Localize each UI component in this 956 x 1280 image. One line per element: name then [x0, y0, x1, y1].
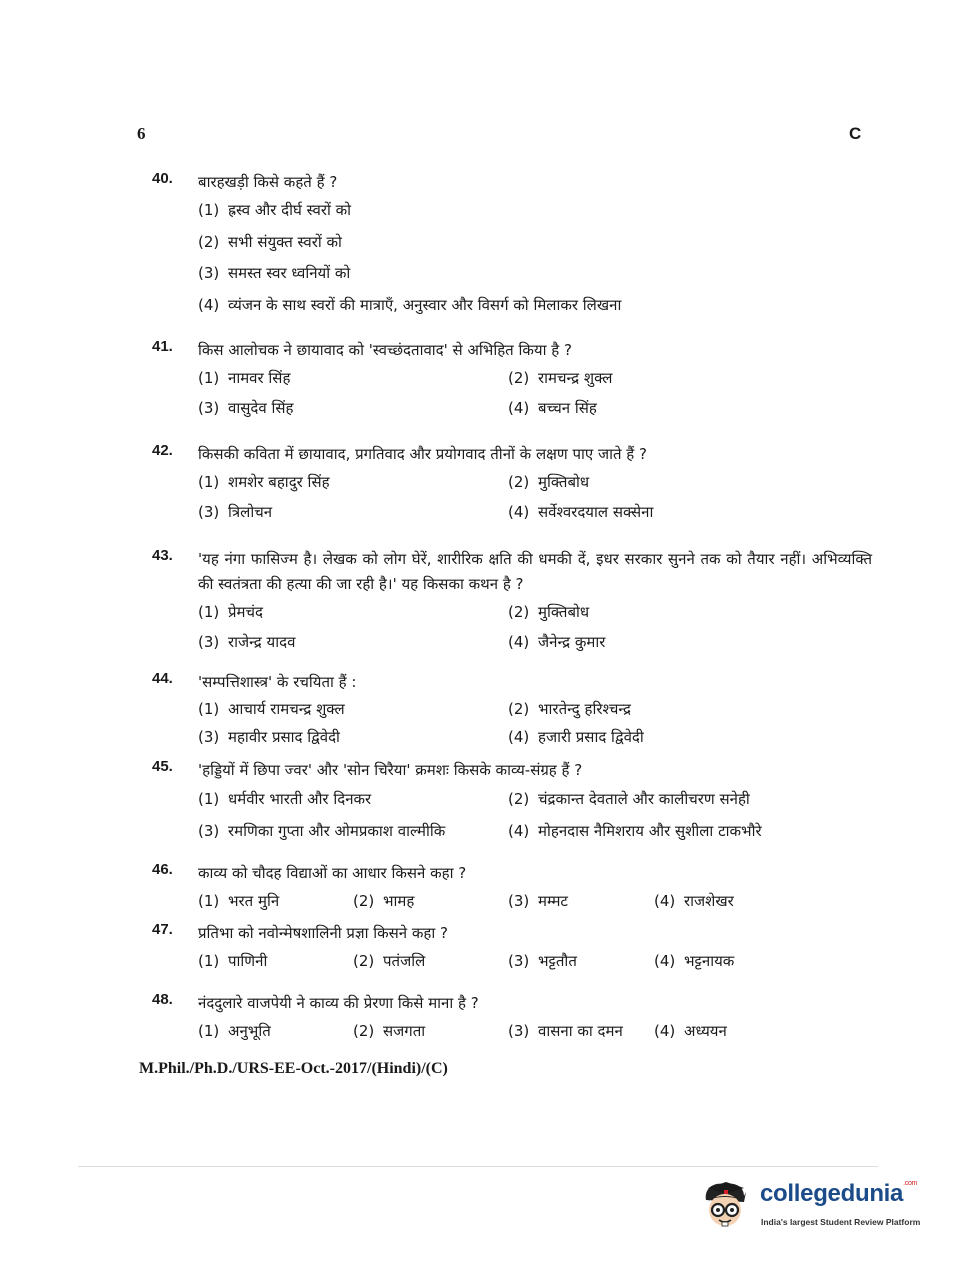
option-number: (1) — [198, 700, 220, 718]
question-number: 46. — [152, 861, 173, 878]
option-3 — [198, 497, 508, 527]
set-code: C — [849, 124, 862, 143]
option-number: (3) — [198, 728, 220, 746]
option-text: मम्मट — [538, 892, 568, 910]
question-42 — [152, 442, 872, 527]
option-text: मुक्तिबोध — [538, 603, 590, 621]
option-3 — [508, 1016, 654, 1046]
option-3 — [508, 886, 654, 916]
option-text: जैनेन्द्र कुमार — [538, 633, 606, 651]
option-text: मोहनदास नैमिशराय और सुशीला टाकभौरे — [538, 822, 762, 840]
question-text: प्रतिभा को नवोन्मेषशालिनी प्रज्ञा किसने कहा ? — [198, 924, 448, 942]
option-4 — [508, 393, 818, 423]
question-number: 45. — [152, 758, 173, 775]
page-number: 6 — [137, 124, 146, 143]
question-text: 'हड्डियों में छिपा ज्वर' और 'सोन चिरैया' क्रमशः किसके काव्य-संग्रह हैं ? — [198, 761, 583, 779]
options-list — [198, 783, 872, 847]
options-list — [198, 886, 872, 916]
option-1 — [198, 946, 353, 976]
option-number: (2) — [508, 603, 530, 621]
option-number: (4) — [508, 728, 530, 746]
option-number: (4) — [508, 399, 530, 417]
option-4 — [508, 497, 818, 527]
option-3 — [198, 723, 508, 751]
collegedunia-watermark — [700, 1176, 930, 1242]
option-text: मुक्तिबोध — [538, 473, 590, 491]
question-46 — [152, 861, 872, 916]
option-text: प्रेमचंद — [228, 603, 263, 621]
options-list — [198, 195, 872, 321]
option-text: समस्त स्वर ध्वनियों को — [228, 264, 351, 282]
option-number: (1) — [198, 473, 220, 491]
question-text: 'यह नंगा फासिज्म है। लेखक को लोग घेरें, शारीरिक क्षति की धमकी दें, इधर सरकार सुनने तक को तैयार नहीं। अभिव्यक्ति की स्वतंत्रता की हत्या की जा रही है।' यह किसका कथन है ? — [198, 550, 872, 593]
option-1 — [198, 195, 872, 227]
option-text: राजशेखर — [684, 892, 734, 910]
option-2 — [353, 946, 508, 976]
option-4 — [654, 946, 809, 976]
options-list — [198, 1016, 872, 1046]
option-number: (3) — [508, 1022, 530, 1040]
options-list — [198, 467, 872, 527]
option-number: (1) — [198, 790, 220, 808]
option-text: शमशेर बहादुर सिंह — [228, 473, 330, 491]
option-number: (1) — [198, 892, 220, 910]
question-41 — [152, 338, 872, 423]
option-number: (4) — [654, 892, 676, 910]
option-number: (4) — [198, 295, 220, 314]
options-list — [198, 363, 872, 423]
option-1 — [198, 886, 353, 916]
option-2 — [353, 886, 508, 916]
option-1 — [198, 695, 508, 723]
option-4 — [508, 627, 818, 657]
option-2 — [508, 695, 818, 723]
option-3 — [198, 815, 508, 847]
question-text: नंददुलारे वाजपेयी ने काव्य की प्रेरणा किसे माना है ? — [198, 994, 479, 1012]
option-number: (3) — [198, 399, 220, 417]
option-number: (2) — [508, 369, 530, 387]
question-number: 44. — [152, 670, 173, 687]
option-2 — [353, 1016, 508, 1046]
option-1 — [198, 597, 508, 627]
option-text: महावीर प्रसाद द्विवेदी — [228, 728, 340, 746]
question-number: 40. — [152, 170, 173, 187]
option-number: (4) — [508, 503, 530, 521]
option-number: (4) — [508, 633, 530, 651]
option-text: भट्टनायक — [684, 952, 735, 970]
question-number: 48. — [152, 991, 173, 1008]
option-text: राजेन्द्र यादव — [228, 633, 296, 651]
option-number: (2) — [508, 790, 530, 808]
option-1 — [198, 1016, 353, 1046]
option-text: ह्रस्व और दीर्घ स्वरों को — [228, 201, 352, 219]
option-number: (2) — [353, 1022, 375, 1040]
option-number: (2) — [353, 892, 375, 910]
option-number: (1) — [198, 603, 220, 621]
option-number: (1) — [198, 369, 220, 387]
question-43 — [152, 547, 872, 657]
option-number: (2) — [353, 952, 375, 970]
option-1 — [198, 783, 508, 815]
option-2 — [508, 467, 818, 497]
option-4 — [508, 723, 818, 751]
option-text: नामवर सिंह — [228, 369, 291, 387]
options-list — [198, 695, 872, 751]
option-text: भामह — [383, 892, 415, 910]
option-text: सभी संयुक्त स्वरों को — [228, 232, 342, 251]
option-number: (1) — [198, 952, 220, 970]
option-text: चंद्रकान्त देवताले और कालीचरण सनेही — [538, 790, 750, 808]
student-mascot-icon — [700, 1180, 752, 1232]
option-1 — [198, 467, 508, 497]
option-number: (4) — [508, 822, 530, 840]
option-text: अनुभूति — [228, 1022, 271, 1040]
option-text: आचार्य रामचन्द्र शुक्ल — [228, 700, 345, 718]
question-text: 'सम्पत्तिशास्त्र' के रचयिता हैं : — [198, 673, 357, 691]
page-edge-divider — [78, 1166, 878, 1167]
option-text: बच्चन सिंह — [538, 399, 597, 417]
option-4 — [198, 290, 872, 322]
option-number: (1) — [198, 1022, 220, 1040]
option-text: अध्ययन — [684, 1022, 727, 1040]
option-text: पतंजलि — [383, 952, 426, 970]
option-text: रामचन्द्र शुक्ल — [538, 369, 613, 387]
option-number: (3) — [198, 503, 220, 521]
question-45 — [152, 758, 872, 847]
options-list — [198, 597, 872, 657]
option-2 — [198, 227, 872, 259]
question-40 — [152, 170, 872, 321]
option-2 — [508, 783, 838, 815]
option-4 — [654, 1016, 809, 1046]
option-number: (1) — [198, 201, 220, 219]
option-3 — [198, 627, 508, 657]
brand-tagline: India's largest Student Review Platform — [761, 1217, 921, 1227]
brand-name — [760, 1180, 917, 1208]
option-text: रमणिका गुप्ता और ओमप्रकाश वाल्मीकि — [228, 822, 446, 840]
option-text: भरत मुनि — [228, 892, 280, 910]
option-number: (4) — [654, 952, 676, 970]
option-2 — [508, 597, 818, 627]
option-number: (2) — [198, 232, 220, 251]
option-number: (3) — [508, 952, 530, 970]
question-number: 42. — [152, 442, 173, 459]
option-text: वासना का दमन — [538, 1022, 623, 1040]
question-48 — [152, 991, 872, 1046]
option-2 — [508, 363, 818, 393]
paper-code-footer: M.Phil./Ph.D./URS-EE-Oct.-2017/(Hindi)/(C) — [139, 1060, 448, 1077]
option-3 — [198, 393, 508, 423]
option-text: वासुदेव सिंह — [228, 399, 294, 417]
question-number: 47. — [152, 921, 173, 938]
question-number: 41. — [152, 338, 173, 355]
question-44 — [152, 670, 872, 751]
question-text: बारहखड़ी किसे कहते हैं ? — [198, 173, 338, 191]
option-text: भारतेन्दु हरिश्चन्द्र — [538, 700, 631, 718]
question-47 — [152, 921, 872, 976]
brand-suffix: .com — [903, 1180, 918, 1187]
option-number: (3) — [198, 264, 220, 282]
question-text: किसकी कविता में छायावाद, प्रगतिवाद और प्रयोगवाद तीनों के लक्षण पाए जाते हैं ? — [198, 445, 647, 463]
option-number: (3) — [508, 892, 530, 910]
option-1 — [198, 363, 508, 393]
option-text: पाणिनी — [228, 952, 268, 970]
option-text: व्यंजन के साथ स्वरों की मात्राएँ, अनुस्वार और विसर्ग को मिलाकर लिखना — [228, 295, 622, 314]
option-4 — [654, 886, 809, 916]
option-text: भट्टतौत — [538, 952, 577, 970]
question-number: 43. — [152, 547, 173, 564]
question-text: किस आलोचक ने छायावाद को 'स्वच्छंदतावाद' से अभिहित किया है ? — [198, 341, 572, 359]
brand-text: collegedunia — [760, 1180, 904, 1207]
option-4 — [508, 815, 838, 847]
option-text: हजारी प्रसाद द्विवेदी — [538, 728, 644, 746]
option-text: सजगता — [383, 1022, 426, 1040]
option-number: (2) — [508, 473, 530, 491]
question-text: काव्य को चौदह विद्याओं का आधार किसने कहा ? — [198, 864, 467, 882]
option-text: सर्वेश्वरदयाल सक्सेना — [538, 503, 654, 521]
option-3 — [508, 946, 654, 976]
option-text: धर्मवीर भारती और दिनकर — [228, 790, 372, 808]
option-text: त्रिलोचन — [228, 503, 273, 521]
options-list — [198, 946, 872, 976]
option-number: (3) — [198, 633, 220, 651]
option-number: (3) — [198, 822, 220, 840]
option-number: (2) — [508, 700, 530, 718]
option-3 — [198, 258, 872, 290]
option-number: (4) — [654, 1022, 676, 1040]
